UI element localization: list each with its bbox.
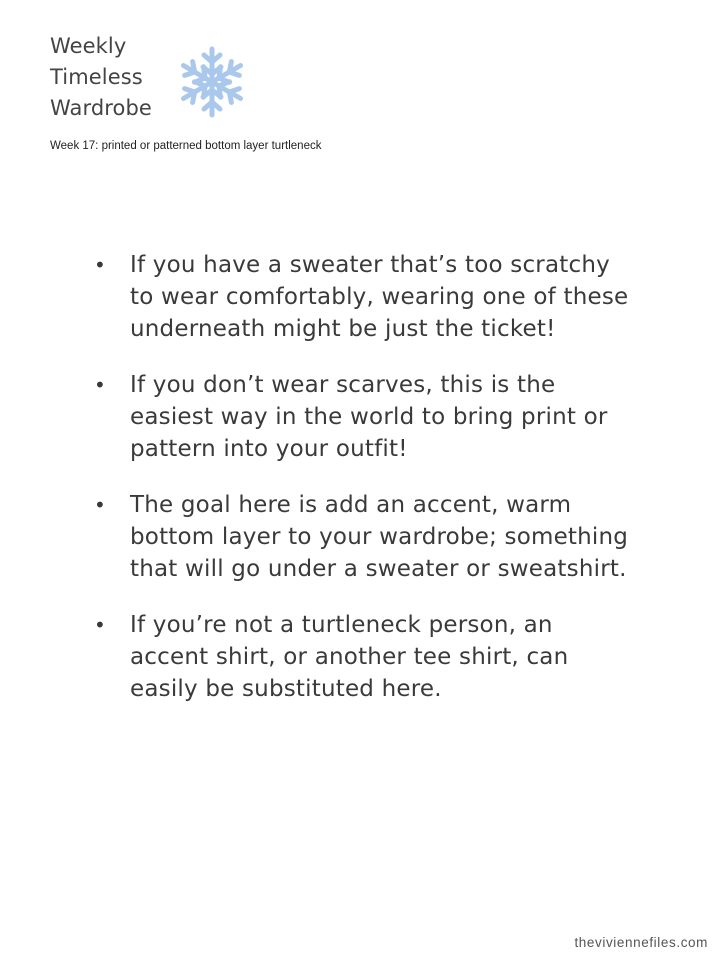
list-item (0, 369, 630, 465)
week-subtitle: Week 17: printed or patterned bottom layer turtleneck (50, 140, 322, 152)
bullet-icon: • (94, 613, 106, 637)
bullet-text: The goal here is add an accent, warm bottom layer to your wardrobe; something that will go under a sweater or sweatshirt. (130, 492, 629, 582)
bullet-icon: • (94, 253, 106, 277)
tips-list (0, 249, 720, 729)
site-watermark: theviviennefiles.com (574, 935, 708, 950)
title-line-2: Timeless (50, 65, 143, 89)
bullet-icon: • (94, 493, 106, 517)
page-title (50, 31, 180, 124)
title-line-3: Wardrobe (50, 96, 152, 120)
list-item (0, 609, 630, 705)
list-item (0, 249, 630, 345)
list-item (0, 489, 630, 585)
bullet-icon: • (94, 373, 106, 397)
bullet-text: If you’re not a turtleneck person, an accent shirt, or another tee shirt, can easily be substituted here. (130, 612, 569, 702)
bullet-text: If you have a sweater that’s too scratchy to wear comfortably, wearing one of these underneath might be just the ticket! (130, 252, 629, 342)
title-line-1: Weekly (50, 34, 127, 58)
bullet-text: If you don’t wear scarves, this is the easiest way in the world to bring print or pattern into your outfit! (130, 372, 608, 462)
snowflake-icon (172, 42, 252, 122)
